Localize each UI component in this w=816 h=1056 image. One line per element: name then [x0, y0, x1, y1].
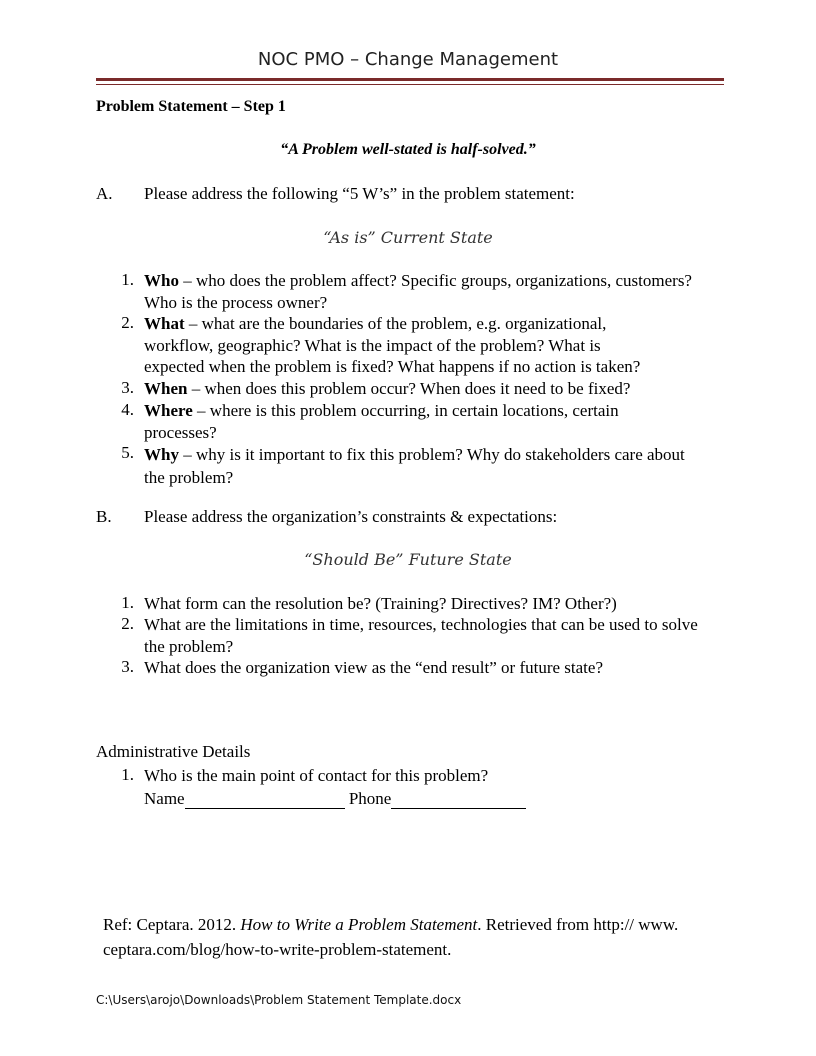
list-number: 1.	[121, 765, 134, 784]
list-number: 1.	[121, 593, 134, 612]
quote: “A Problem well-stated is half-solved.”	[280, 141, 536, 158]
item-text: – what are the boundaries of the problem, e.g. organizational, workflow, geographic? What is the impact of the problem? What is expected when the problem is fixed? What happens if no action is taken?	[144, 314, 641, 376]
header-rule-thick	[96, 78, 724, 81]
section-a-letter: A.	[96, 184, 113, 203]
list-item-why	[144, 443, 704, 489]
list-number: 4.	[121, 400, 134, 419]
name-label: Name	[144, 789, 185, 808]
name-blank[interactable]	[185, 792, 345, 809]
item-text: – why is it important to fix this problem? Why do stakeholders care about the problem?	[144, 445, 685, 487]
list-item-who	[144, 270, 724, 313]
ref-suffix: . Retrieved from http:// www. ceptara.com/blog/how-to-write-problem-statement.	[103, 915, 679, 959]
ref-title: How to Write a Problem Statement	[240, 915, 478, 934]
list-number: 1.	[121, 270, 134, 289]
step-title: Problem Statement – Step 1	[96, 98, 286, 115]
contact-line	[144, 789, 526, 809]
list-number: 3.	[121, 378, 134, 397]
list-item: What are the limitations in time, resources, technologies that can be used to solve the problem?	[144, 615, 698, 656]
list-item-what	[144, 313, 644, 378]
item-term: Who	[144, 271, 179, 290]
list-number: 5.	[121, 443, 134, 462]
admin-title: Administrative Details	[96, 742, 251, 761]
item-text: – who does the problem affect? Specific groups, organizations, customers? Who is the process owner?	[144, 271, 692, 312]
phone-blank[interactable]	[391, 792, 526, 809]
phone-label: Phone	[348, 789, 392, 808]
list-number: 2.	[121, 614, 134, 633]
section-b-text: Please address the organization’s constraints & expectations:	[144, 507, 558, 526]
item-term: What	[144, 314, 185, 333]
list-item: What does the organization view as the “end result” or future state?	[144, 658, 603, 677]
list-number: 2.	[121, 313, 134, 332]
item-term: When	[144, 379, 188, 398]
section-a-text: Please address the following “5 W’s” in the problem statement:	[144, 184, 575, 203]
list-item: What form can the resolution be? (Training? Directives? IM? Other?)	[144, 594, 617, 613]
section-b-letter: B.	[96, 507, 112, 526]
file-path-footer: C:\Users\arojo\Downloads\Problem Statement Template.docx	[96, 993, 462, 1007]
item-term: Where	[144, 401, 193, 420]
ref-prefix: Ref: Ceptara. 2012.	[103, 915, 241, 934]
reference	[103, 912, 723, 962]
list-item-where	[144, 400, 674, 443]
future-state-label: “Should Be” Future State	[304, 550, 512, 569]
list-item-when	[144, 378, 724, 400]
item-text: – when does this problem occur? When does it need to be fixed?	[187, 379, 631, 398]
list-number: 3.	[121, 657, 134, 676]
admin-question: Who is the main point of contact for this problem?	[144, 766, 489, 785]
current-state-label: “As is” Current State	[323, 228, 493, 247]
item-text: – where is this problem occurring, in certain locations, certain processes?	[144, 401, 619, 442]
document-header: NOC PMO – Change Management	[257, 49, 559, 70]
header-rule-thin	[96, 84, 724, 85]
item-term: Why	[144, 445, 179, 464]
